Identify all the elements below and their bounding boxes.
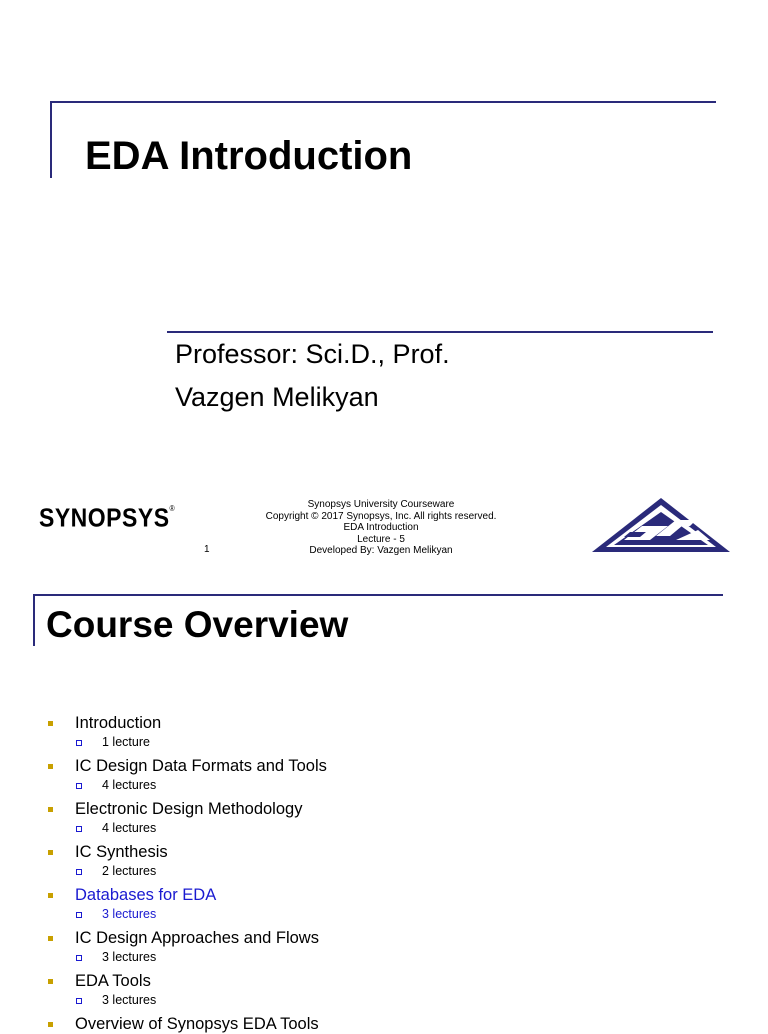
title-left-rule xyxy=(50,101,52,178)
title-top-rule xyxy=(50,101,716,103)
synopsys-logo xyxy=(39,503,175,533)
course-item-lectures: 3 lectures xyxy=(102,993,157,1007)
course-item-lectures: 2 lectures xyxy=(102,864,157,878)
title-left-rule xyxy=(33,594,35,646)
course-item-label: Electronic Design Methodology xyxy=(75,800,303,818)
course-item-lectures: 3 lectures xyxy=(102,907,157,921)
course-item-lectures: 4 lectures xyxy=(102,778,157,792)
square-bullet-icon xyxy=(48,807,53,812)
subtitle-rule xyxy=(167,331,713,333)
course-item-label: IC Design Data Formats and Tools xyxy=(75,757,327,775)
hollow-square-bullet-icon xyxy=(76,826,82,832)
hollow-square-bullet-icon xyxy=(76,912,82,918)
course-item-lectures: 3 lectures xyxy=(102,950,157,964)
footer-line: Synopsys University Courseware xyxy=(307,499,455,510)
slide-title: EDA Introduction xyxy=(85,134,413,178)
professor-name: Vazgen Melikyan xyxy=(175,382,379,412)
footer-line: EDA Introduction xyxy=(343,522,419,533)
courseware-footer xyxy=(226,499,536,557)
hollow-square-bullet-icon xyxy=(76,955,82,961)
university-emblem-icon xyxy=(590,496,732,554)
square-bullet-icon xyxy=(48,850,53,855)
square-bullet-icon xyxy=(48,1022,53,1027)
square-bullet-icon xyxy=(48,764,53,769)
footer-line: Lecture - 5 xyxy=(357,533,405,545)
square-bullet-icon xyxy=(48,979,53,984)
course-item-lectures: 1 lecture xyxy=(102,735,150,749)
page-number: 1 xyxy=(204,544,210,555)
registered-mark: ® xyxy=(169,505,176,514)
logo-wordmark: SYNOPSYS xyxy=(39,503,170,533)
course-item-label: Databases for EDA xyxy=(75,886,217,904)
square-bullet-icon xyxy=(48,893,53,898)
hollow-square-bullet-icon xyxy=(76,869,82,875)
course-item-label: EDA Tools xyxy=(75,972,151,990)
hollow-square-bullet-icon xyxy=(76,740,82,746)
slide-title: Course Overview xyxy=(46,604,349,645)
footer-line: Developed By: Vazgen Melikyan xyxy=(309,545,453,556)
course-item-label: IC Design Approaches and Flows xyxy=(75,929,319,947)
course-item-label: IC Synthesis xyxy=(75,843,168,861)
square-bullet-icon xyxy=(48,721,53,726)
hollow-square-bullet-icon xyxy=(76,783,82,789)
square-bullet-icon xyxy=(48,936,53,941)
course-item-lectures: 4 lectures xyxy=(102,821,157,835)
professor-line: Professor: Sci.D., Prof. xyxy=(175,339,450,369)
hollow-square-bullet-icon xyxy=(76,998,82,1004)
footer-line: Copyright © 2017 Synopsys, Inc. All rights reserved. xyxy=(265,510,497,522)
course-overview-slide xyxy=(0,580,768,1033)
course-item-label: Introduction xyxy=(75,714,162,732)
course-item-label: Overview of Synopsys EDA Tools xyxy=(75,1015,319,1033)
title-top-rule xyxy=(33,594,723,596)
